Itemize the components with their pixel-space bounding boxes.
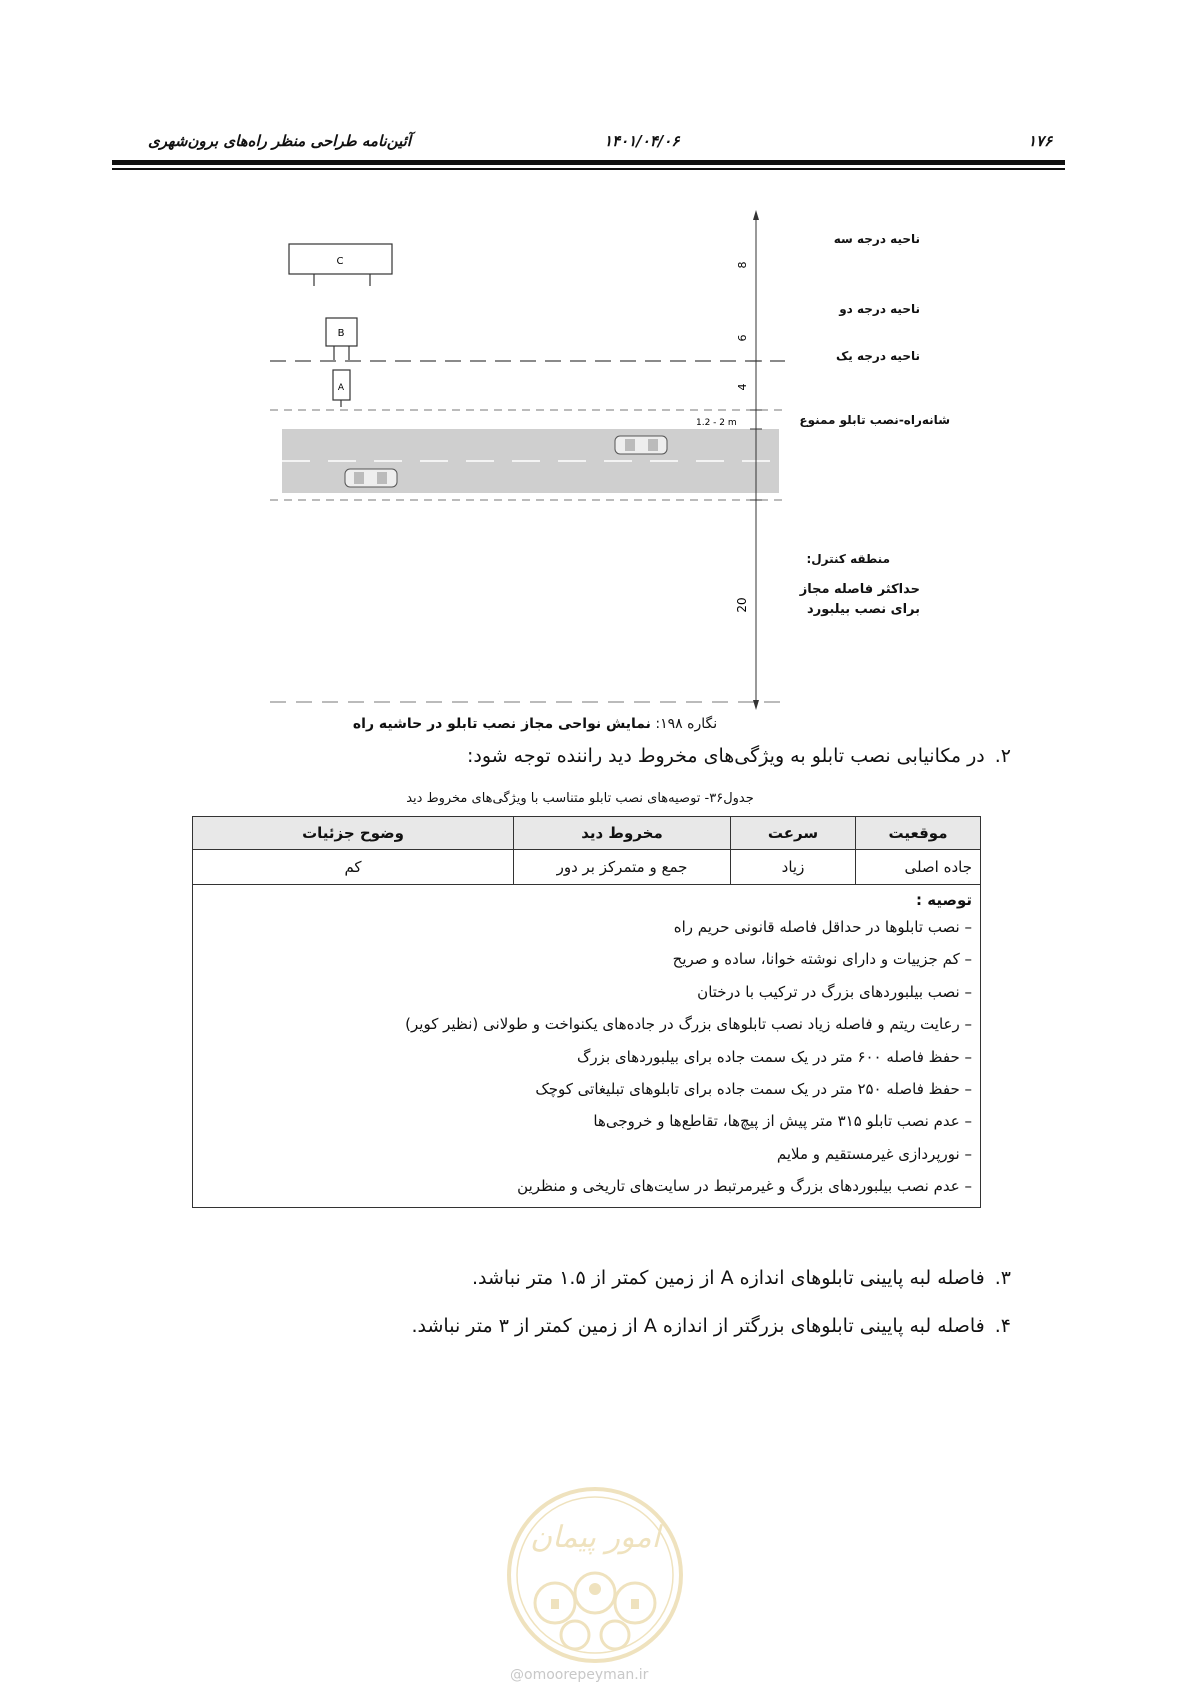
billboard-zones-figure <box>270 210 950 710</box>
list-number: ۴. <box>994 1315 1011 1337</box>
recommendations-title: توصیه : <box>916 891 972 909</box>
list-text: در مکانیابی نصب تابلو به ویژگی‌های مخروط دید راننده توجه شود: <box>467 745 985 767</box>
zone-grade3-label: ناحیه درجه سه <box>833 232 920 246</box>
header-date: ۱۴۰۱/۰۴/۰۶ <box>604 132 680 150</box>
dim-8: 8 <box>736 261 749 269</box>
cell-speed: زیاد <box>731 850 856 885</box>
recommendation-item: – نصب تابلوها در حداقل فاصله قانونی حریم راه <box>673 918 972 936</box>
svg-text:امور پیمان: امور پیمان <box>530 1520 660 1555</box>
sign-b-label: B <box>337 328 345 339</box>
recommendation-item: – عدم نصب بیلبوردهای بزرگ و غیرمرتبط در سایت‌های تاریخی و منظرین <box>517 1177 972 1196</box>
caption-prefix: نگاره ۱۹۸: <box>650 716 718 732</box>
watermark-seal <box>505 1485 685 1665</box>
recommendations-row <box>193 885 981 1208</box>
control-zone-title: منطقه کنترل: <box>806 552 890 566</box>
zone-grade1-label: ناحیه درجه یک <box>836 349 920 363</box>
figure-caption <box>300 716 770 732</box>
dim-shoulder: 1.2 - 2 m <box>696 418 737 428</box>
watermark-url: @omoorepeyman.ir <box>510 1667 649 1683</box>
sign-a-label: A <box>337 383 345 393</box>
header-title: آئین‌نامه طراحی منظر راه‌های برون‌شهری <box>148 132 411 150</box>
dim-20: 20 <box>735 597 749 613</box>
recommendation-item: – عدم نصب تابلو ۳۱۵ متر پیش از پیچ‌ها، تقاطع‌ها و خروجی‌ها <box>593 1112 972 1131</box>
header-speed: سرعت <box>731 817 856 850</box>
zones-diagram <box>270 210 920 710</box>
list-item-3 <box>472 1267 1011 1289</box>
recommendation-item: – حفظ فاصله ۲۵۰ متر در یک سمت جاده برای تابلوهای تبلیغاتی کوچک <box>535 1079 972 1098</box>
zone-shoulder-label: شانه‌راه-نصب تابلو ممنوع <box>799 413 950 427</box>
caption-title: نمایش نواحی مجاز نصب تابلو در حاشیه راه <box>352 716 651 732</box>
zone-grade2-label: ناحیه درجه دو <box>839 302 920 316</box>
list-item-2 <box>467 745 1011 767</box>
recommendation-item: – رعایت ریتم و فاصله زیاد نصب تابلوهای بزرگ در جاده‌های یکنواخت و طولانی (نظیر کویر) <box>405 1015 972 1034</box>
header-rule <box>112 160 1065 165</box>
control-zone-line2: حداکثر فاصله مجاز <box>799 582 920 597</box>
table-row <box>193 850 981 885</box>
control-zone-line3: برای نصب بیلبورد <box>807 602 920 617</box>
table-header-row <box>193 817 981 850</box>
recommendations-table <box>192 816 981 1208</box>
recommendation-item: – حفظ فاصله ۶۰۰ متر در یک سمت جاده برای بیلبوردهای بزرگ <box>577 1047 972 1066</box>
header-detail-clarity: وضوح جزئیات <box>193 817 514 850</box>
recommendation-item: – نصب بیلبوردهای بزرگ در ترکیب با درختان <box>697 982 972 1001</box>
car-lower <box>345 469 397 487</box>
list-text: فاصله لبه پایینی تابلوهای اندازه A از زمین کمتر از ۱.۵ متر نباشد. <box>472 1267 985 1289</box>
list-item-4 <box>411 1315 1011 1337</box>
cell-detail-clarity: کم <box>193 850 514 885</box>
cell-location: جاده اصلی <box>856 850 981 885</box>
recommendation-item: – کم جزییات و دارای نوشته خوانا، ساده و صریح <box>672 950 972 969</box>
dim-6: 6 <box>736 334 749 342</box>
header-rule-thin <box>112 168 1065 170</box>
table-caption: جدول۳۶- توصیه‌های نصب تابلو متناسب با ویژگی‌های مخروط دید <box>406 791 754 806</box>
cell-view-cone: جمع و متمرکز بر دور <box>514 850 731 885</box>
car-upper <box>615 436 667 454</box>
recommendation-item: – نورپردازی غیرمستقیم و ملایم <box>776 1144 972 1163</box>
sign-c-label: C <box>336 256 344 267</box>
header-location: موقعیت <box>856 817 981 850</box>
page-number: ۱۷۶ <box>1028 132 1053 150</box>
list-text: فاصله لبه پایینی تابلوهای بزرگتر از اندازه A از زمین کمتر از ۳ متر نباشد. <box>411 1315 985 1337</box>
list-number: ۳. <box>994 1267 1011 1289</box>
recommendations-cell <box>193 885 981 1208</box>
list-number: ۲. <box>994 745 1011 767</box>
dim-4: 4 <box>736 383 749 391</box>
header-view-cone: مخروط دید <box>514 817 731 850</box>
